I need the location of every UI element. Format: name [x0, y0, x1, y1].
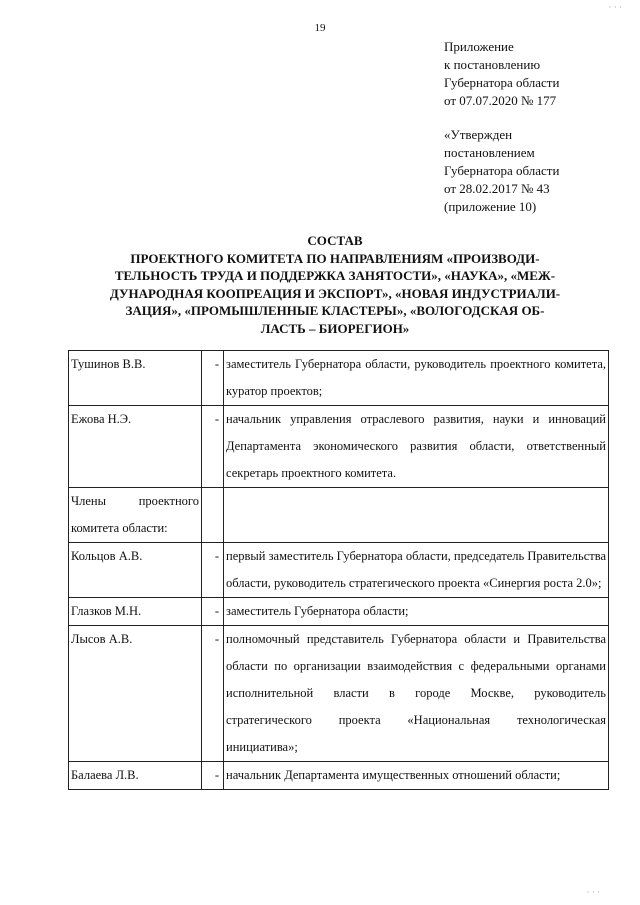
member-dash: - [202, 351, 224, 406]
title-line: ТЕЛЬНОСТЬ ТРУДА И ПОДДЕРЖКА ЗАНЯТОСТИ», «НАУКА», «МЕЖ- [114, 268, 556, 283]
appendix-line: Губернатора области [444, 75, 560, 90]
table-row [69, 488, 609, 543]
table-row [69, 406, 609, 488]
document-title [60, 232, 610, 337]
appendix-line: Приложение [444, 39, 514, 54]
members-section-label: Члены проектного комитета области: [69, 488, 202, 543]
member-role: заместитель Губернатора области, руководитель проектного комитета, куратор проектов; [224, 351, 609, 406]
member-name: Балаева Л.В. [69, 762, 202, 790]
table-row [69, 598, 609, 626]
scan-corner-mark: · · · [608, 2, 622, 12]
appendix-line: к постановлению [444, 57, 541, 72]
member-dash: - [202, 762, 224, 790]
committee-members-table [68, 350, 609, 790]
member-name: Лысов А.В. [69, 626, 202, 762]
member-name: Тушинов В.В. [69, 351, 202, 406]
member-dash: - [202, 626, 224, 762]
member-name: Ежова Н.Э. [69, 406, 202, 488]
approval-line: «Утвержден [444, 127, 513, 142]
title-line: ЛАСТЬ – БИОРЕГИОН» [260, 320, 410, 336]
table-row [69, 626, 609, 762]
member-name: Кольцов А.В. [69, 543, 202, 598]
member-dash [202, 488, 224, 543]
table-row [69, 762, 609, 790]
approval-line: (приложение 10) [444, 199, 537, 214]
member-role: заместитель Губернатора области; [224, 598, 609, 626]
appendix-block [444, 38, 634, 110]
member-dash: - [202, 406, 224, 488]
approval-block [444, 126, 634, 216]
member-role: первый заместитель Губернатора области, председатель Правительства области, руководитель стратегического проекта «Синергия роста 2.0»; [224, 543, 609, 598]
approval-line: постановлением [444, 145, 535, 160]
page-number: 19 [314, 22, 326, 34]
approval-line: от 28.02.2017 № 43 [444, 181, 550, 196]
member-dash: - [202, 598, 224, 626]
member-role [224, 488, 609, 543]
title-line: ДУНАРОДНАЯ КООПРЕАЦИЯ И ЭКСПОРТ», «НОВАЯ ИНДУСТРИАЛИ- [109, 285, 561, 301]
table-row [69, 351, 609, 406]
member-dash: - [202, 543, 224, 598]
scan-bottom-mark: · · · [586, 887, 600, 897]
table-row [69, 543, 609, 598]
appendix-line: от 07.07.2020 № 177 [444, 93, 557, 108]
member-role: начальник управления отраслевого развития, науки и инноваций Департамента экономического развития области, ответственный секретарь проектного комитета. [224, 406, 609, 488]
member-role: полномочный представитель Губернатора области и Правительства области по организации взаимодействия с федеральными органами исполнительной власти в городе Москве, руководитель стратегического проекта «Национальная технологическая инициатива»; [224, 626, 609, 762]
approval-line: Губернатора области [444, 163, 560, 178]
member-name: Глазков М.Н. [69, 598, 202, 626]
title-line: СОСТАВ [307, 233, 363, 248]
title-line: ЗАЦИЯ», «ПРОМЫШЛЕННЫЕ КЛАСТЕРЫ», «ВОЛОГОДСКАЯ ОБ- [125, 303, 545, 318]
member-role: начальник Департамента имущественных отношений области; [224, 762, 609, 790]
title-line: ПРОЕКТНОГО КОМИТЕТА ПО НАПРАВЛЕНИЯМ «ПРОИЗВОДИ- [130, 250, 540, 266]
